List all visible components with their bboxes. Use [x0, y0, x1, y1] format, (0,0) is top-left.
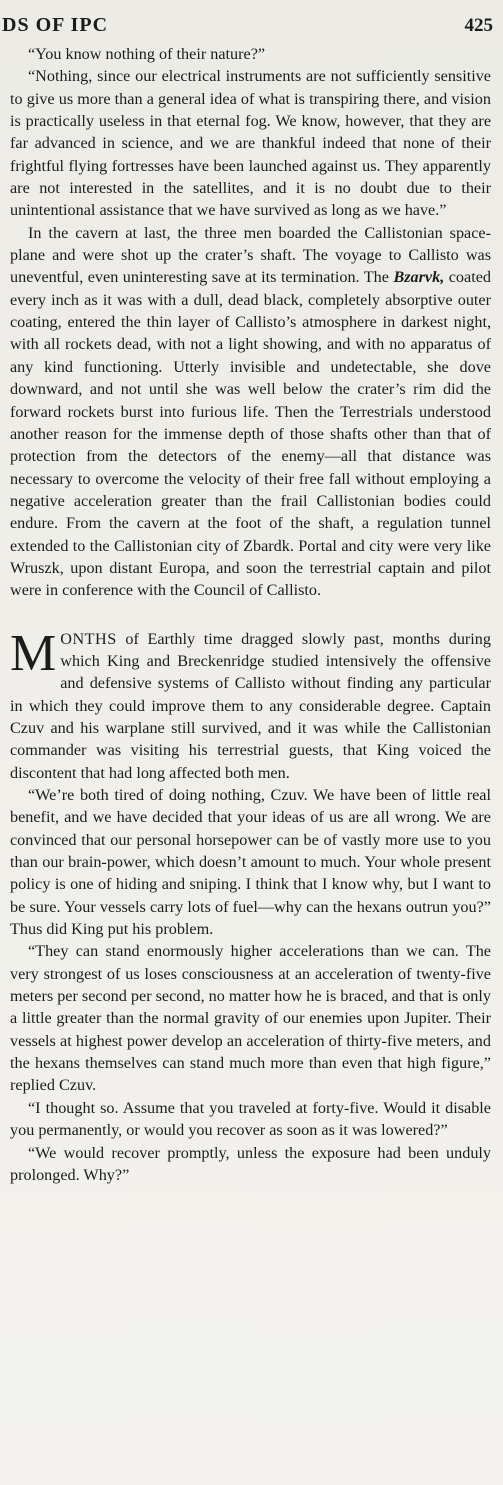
text-span: In the cavern at last, the three men boarded the Callistonian space-plane and were shot up the crater’s shaft. The voyage to Callisto was uneventful, even uninteresting save at its termination. The	[10, 223, 491, 287]
page-number: 425	[464, 15, 493, 36]
paragraph: “I thought so. Assume that you traveled at forty-five. Would it disable you permanently, or would you recover as soon as it was lowered?”	[10, 1098, 491, 1140]
ship-name: Bzarvk,	[393, 268, 445, 287]
article-body	[10, 43, 491, 1186]
drop-cap: M	[10, 624, 57, 682]
paragraph-cavern	[10, 222, 491, 602]
text-span: of Earthly time dragged slowly past, months during which King and Breckenridge studied intensively the offensive and defensive systems of Callisto without finding any particular in which they could improve them to any considerable degree. Captain Czuv and his warplane still survived, and it was while the Callistonian commander was visiting his terrestrial guests, that King voiced the discontent that had long affected both men.	[10, 629, 491, 782]
section-opening-paragraph	[10, 624, 491, 784]
paragraph: “We would recover promptly, unless the exposure had been unduly prolonged. Why?”	[10, 1143, 491, 1184]
paragraph: “They can stand enormously higher accelerations than we can. The very strongest of us loses consciousness at an acceleration of twenty-five meters per second per second, no matter how he is braced, and that is only a little greater than the normal gravity of our enemies upon Jupiter. Their vessels at highest power develop an acceleration of thirty-five meters, and the hexans themselves can stand much more than even that high figure,” replied Czuv.	[10, 942, 491, 1095]
paragraph: “We’re both tired of doing nothing, Czuv. We have been of little real benefit, and we have decided that your ideas of us are all wrong. We are convinced that our personal horsepower can be of vastly more use to you than our brain-power, which doesn’t amount to much. Your whole present policy is one of hiding and sniping. I think that I know why, but I want to be sure. Your vessels carry lots of fuel—why can the hexans outrun you?” Thus did King put his problem.	[10, 786, 491, 939]
small-caps-word: ONTHS	[60, 629, 117, 648]
running-header	[2, 14, 493, 37]
paragraph: “You know nothing of their nature?”	[28, 45, 266, 63]
paragraph: “Nothing, since our electrical instruments are not sufficiently sensitive to give us more than a general idea of what is transpiring there, and vision is practically useless in that eternal fog. We know, however, that they are far advanced in science, and we are thankful indeed that none of their frightful flying fortresses have been launched against us. They apparently are not interested in the satellites, and it is no doubt due to their unintentional assistance that we have survived as long as we have.”	[10, 67, 491, 220]
section-break	[10, 602, 491, 628]
running-title: DS OF IPC	[2, 14, 109, 36]
text-span: coated every inch as it was with a dull, dead black, completely absorptive outer coating, entered the thin layer of Callisto’s atmosphere in darkest night, with all rockets dead, with not a light showing, and with no apparatus of any kind functioning. Utterly invisible and undetectable, she dove downward, and not until she was well below the crater’s rim did the forward rockets burst into furious life. Then the Terrestrials understood another reason for the immense depth of those shafts other than that of protection from the detectors of the enemy—all that distance was necessary to overcome the velocity of their free fall without employing a negative acceleration greater than the frail Callistonian bodies could endure. From the cavern at the foot of the shaft, a regulation tunnel extended to the Callistonian city of Zbardk. Portal and city were very like Wruszk, upon distant Europa, and soon the terrestrial captain and pilot were in conference with the Council of Callisto.	[10, 268, 491, 600]
